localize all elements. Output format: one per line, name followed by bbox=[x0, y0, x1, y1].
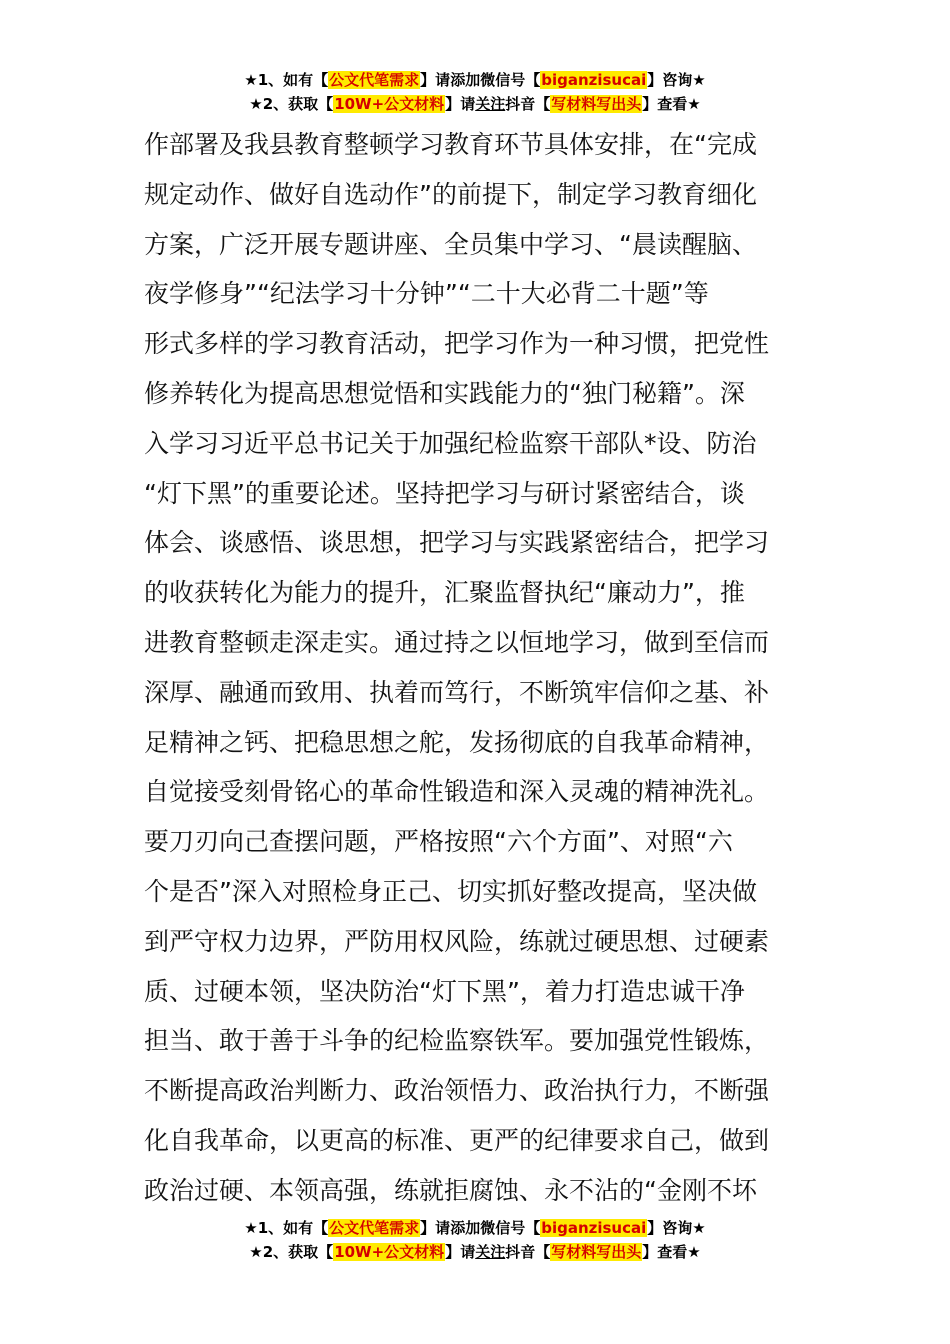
body-line: 要刀刃向己查摆问题，严格按照“六个方面”、对照“六 bbox=[144, 827, 733, 857]
body-line: 规定动作、做好自选动作”的前提下，制定学习教育细化 bbox=[144, 179, 757, 209]
body-line: 夜学修身”“纪法学习十分钟”“二十大必背二十题”等 bbox=[144, 279, 709, 309]
promo-highlight: 公文代笔需求 bbox=[329, 71, 420, 89]
body-line: 化自我革命，以更高的标准、更严的纪律要求自己，做到 bbox=[144, 1125, 770, 1155]
promo-text: 】查看★ bbox=[642, 1243, 701, 1261]
promo-emphasis: 添加 bbox=[450, 71, 481, 89]
promo-highlight: 公文代笔需求 bbox=[329, 1219, 420, 1237]
promo-emphasis: 关注 bbox=[475, 95, 506, 113]
promo-text: ★2、获取【 bbox=[249, 95, 334, 113]
promo-highlight-wechat-id: biganzisucai bbox=[541, 1219, 647, 1237]
top-promo-banner bbox=[0, 68, 950, 116]
promo-text: 】查看★ bbox=[642, 95, 701, 113]
promo-text: 】请 bbox=[445, 1243, 476, 1261]
promo-line-2 bbox=[0, 92, 950, 116]
body-line: 自觉接受刻骨铭心的革命性锻造和深入灵魂的精神洗礼。 bbox=[144, 777, 770, 807]
body-line: 政治过硬、本领高强，练就拒腐蚀、永不沾的“金刚不坏 bbox=[144, 1175, 757, 1205]
body-line: 体会、谈感悟、谈思想，把学习与实践紧密结合，把学习 bbox=[144, 528, 770, 558]
promo-text: 微信号【 bbox=[480, 1219, 541, 1237]
promo-emphasis: 添加 bbox=[450, 1219, 481, 1237]
bottom-promo-banner bbox=[0, 1216, 950, 1264]
body-line: 入学习习近平总书记关于加强纪检监察干部队*设、防治 bbox=[144, 428, 757, 458]
promo-text: ★1、如有【 bbox=[244, 71, 329, 89]
promo-highlight-wechat-id: biganzisucai bbox=[541, 71, 647, 89]
body-line: 形式多样的学习教育活动，把学习作为一种习惯，把党性 bbox=[144, 329, 770, 359]
promo-line-1 bbox=[0, 1216, 950, 1240]
promo-highlight: 10W+公文材料 bbox=[334, 1243, 445, 1261]
promo-text: ★1、如有【 bbox=[244, 1219, 329, 1237]
promo-emphasis: 关注 bbox=[475, 1243, 506, 1261]
body-line: 个是否”深入对照检身正己、切实抓好整改提高，坚决做 bbox=[144, 876, 757, 906]
body-line: “灯下黑”的重要论述。坚持把学习与研讨紧密结合，谈 bbox=[144, 478, 745, 508]
body-line: 深厚、融通而致用、执着而笃行，不断筑牢信仰之基、补 bbox=[144, 677, 770, 707]
document-body bbox=[144, 120, 808, 1216]
promo-text: 】请 bbox=[445, 95, 476, 113]
body-line: 方案，广泛开展专题讲座、全员集中学习、“晨读醒脑、 bbox=[144, 229, 757, 259]
promo-text: ★2、获取【 bbox=[249, 1243, 334, 1261]
promo-text: 抖音【 bbox=[505, 1243, 551, 1261]
promo-line-1 bbox=[0, 68, 950, 92]
promo-highlight-douyin: 写材料写出头 bbox=[551, 1243, 642, 1261]
body-line: 担当、敢于善于斗争的纪检监察铁军。要加强党性锻炼， bbox=[144, 1026, 770, 1056]
promo-text: 】咨询★ bbox=[647, 71, 706, 89]
promo-text: 】请 bbox=[420, 71, 451, 89]
body-line: 不断提高政治判断力、政治领悟力、政治执行力，不断强 bbox=[144, 1076, 770, 1106]
promo-line-2 bbox=[0, 1240, 950, 1264]
body-line: 作部署及我县教育整顿学习教育环节具体安排，在“完成 bbox=[144, 130, 757, 159]
promo-text: 抖音【 bbox=[505, 95, 551, 113]
body-line: 足精神之钙、把稳思想之舵，发扬彻底的自我革命精神， bbox=[144, 727, 770, 757]
promo-text: 】请 bbox=[420, 1219, 451, 1237]
body-line: 质、过硬本领，坚决防治“灯下黑”，着力打造忠诚干净 bbox=[144, 976, 745, 1006]
body-line: 的收获转化为能力的提升，汇聚监督执纪“廉动力”，推 bbox=[144, 578, 745, 608]
promo-highlight: 10W+公文材料 bbox=[334, 95, 445, 113]
promo-text: 】咨询★ bbox=[647, 1219, 706, 1237]
body-line: 到严守权力边界，严防用权风险，练就过硬思想、过硬素 bbox=[144, 926, 770, 956]
body-line: 进教育整顿走深走实。通过持之以恒地学习，做到至信而 bbox=[144, 627, 770, 657]
body-line: 修养转化为提高思想觉悟和实践能力的“独门秘籍”。深 bbox=[144, 378, 745, 408]
promo-highlight-douyin: 写材料写出头 bbox=[551, 95, 642, 113]
promo-text: 微信号【 bbox=[480, 71, 541, 89]
